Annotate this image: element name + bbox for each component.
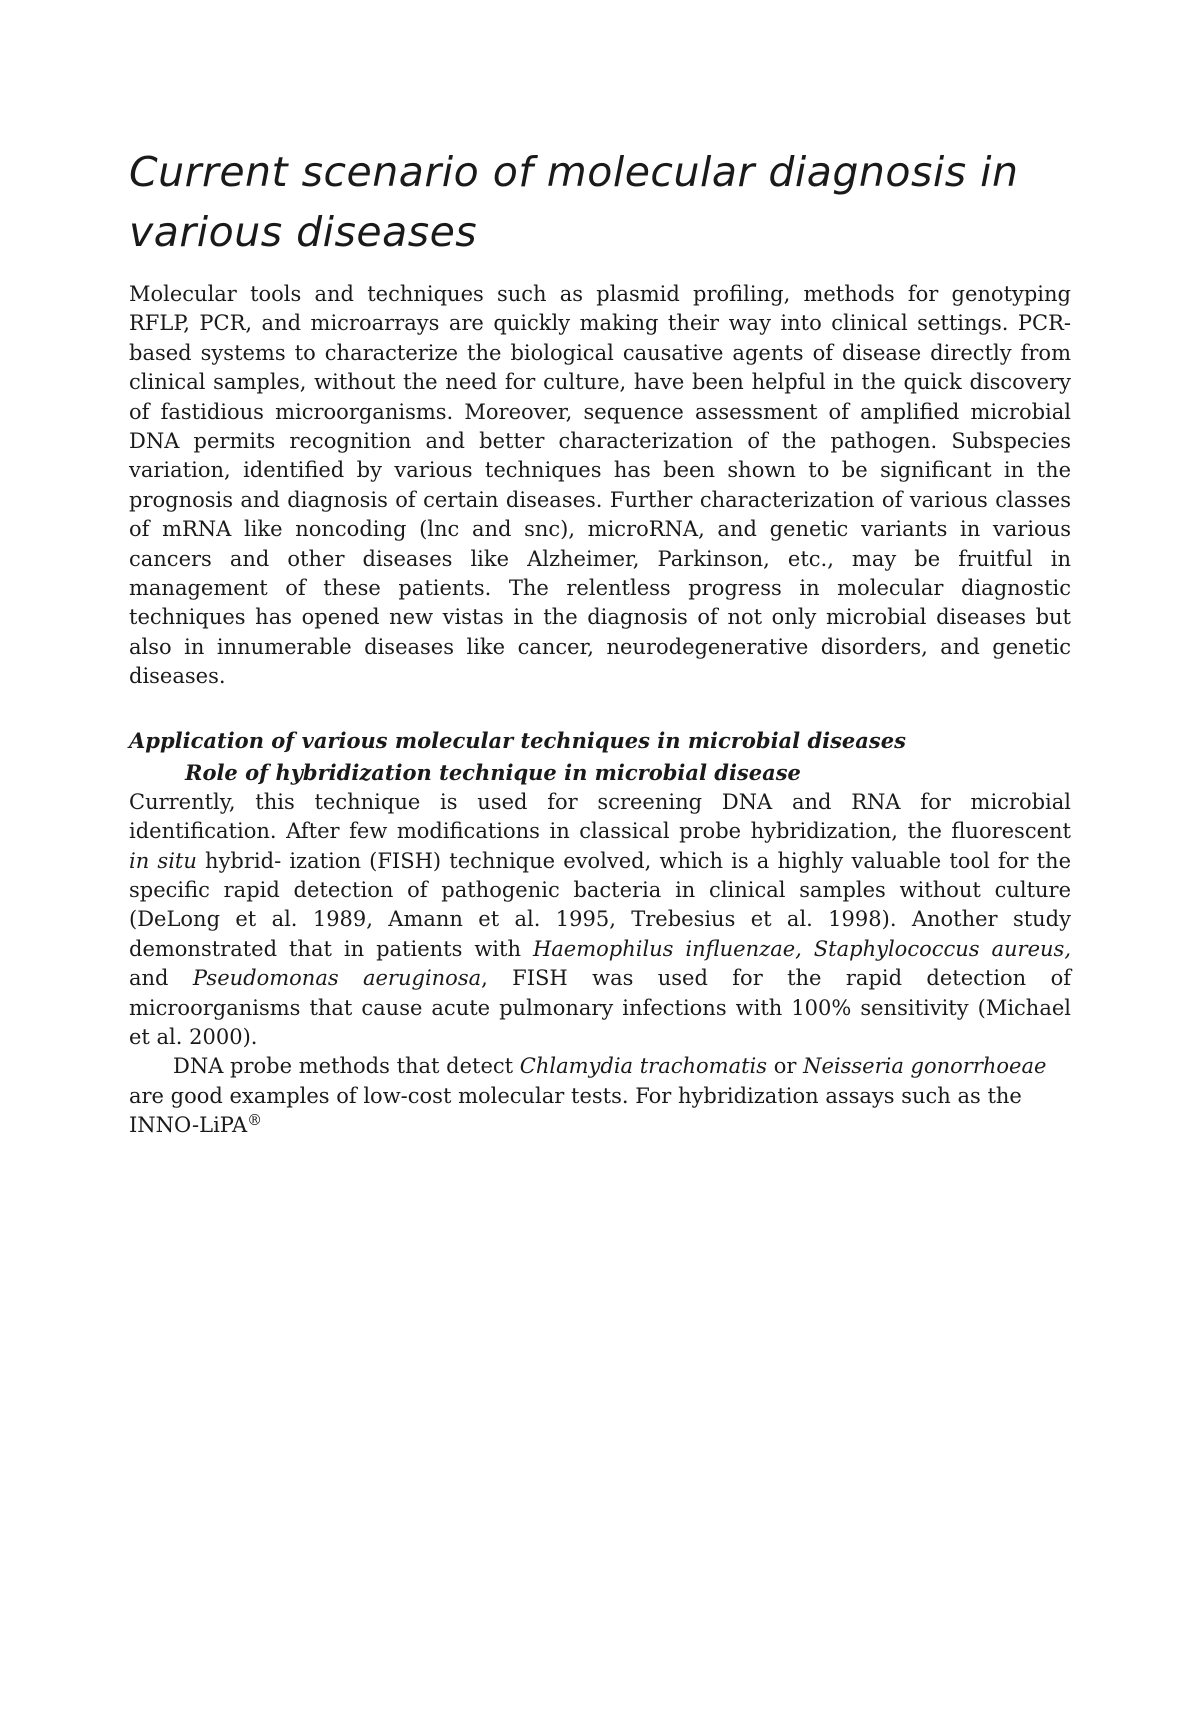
section-heading: Application of various molecular techniques in microbial diseases xyxy=(129,727,906,753)
text-run: , FISH was used for the rapid detection of microorganisms that cause acute pulmonary infections with 100% sensitivity (Michael et al. 2000). xyxy=(129,966,1071,1049)
text-run: and xyxy=(129,966,193,991)
registered-mark: ® xyxy=(247,1111,263,1130)
text-run: are good examples of low-cost molecular tests. For hybridization assays such as the INNO-LiPA xyxy=(129,1083,1022,1138)
sub-heading: Role of hybridization technique in microbial disease xyxy=(185,759,801,785)
text-run: or xyxy=(767,1054,804,1079)
page-content xyxy=(129,142,1071,1141)
chapter-title: Current scenario of molecular diagnosis in various diseases xyxy=(129,148,1019,256)
text-run: hybrid- ization (FISH) technique evolved, which is a highly valuable tool for the specific rapid detection of pathogenic bacteria in clinical samples without culture (DeLong et al. 1989, Amann et al. 1995, Trebesius et al. 1998). Another study demonstrated that in patients with xyxy=(129,848,1071,961)
italic-term: in situ xyxy=(129,848,197,873)
species-name: Chlamydia trachomatis xyxy=(519,1054,768,1079)
text-run: Currently, this technique is used for screening DNA and RNA for microbial identification. After few modifications in classical probe hybridization, the fluorescent xyxy=(129,789,1071,844)
species-name: Haemophilus influenzae, Staphylococcus aureus, xyxy=(532,936,1071,961)
hybridization-paragraph xyxy=(129,788,1071,1053)
text-run: DNA probe methods that detect xyxy=(173,1054,520,1079)
species-name: Pseudomonas aeruginosa xyxy=(192,966,482,991)
species-name: Neisseria gonorrhoeae xyxy=(803,1054,1047,1079)
dna-probe-paragraph xyxy=(129,1052,1071,1140)
intro-paragraph: Molecular tools and techniques such as plasmid profiling, methods for genotyping RFLP, PCR, and microarrays are quickly making their way into clinical settings. PCR-based systems to characterize the biological causative agents of disease directly from clinical samples, without the need for culture, have been helpful in the quick discovery of fastidious microorganisms. Moreover, sequence assessment of amplified microbial DNA permits recognition and better characterization of the pathogen. Subspecies variation, identified by various techniques has been shown to be significant in the prognosis and diagnosis of certain diseases. Further characterization of various classes of mRNA like noncoding (lnc and snc), microRNA, and genetic variants in various cancers and other diseases like Alzheimer, Parkinson, etc., may be fruitful in management of these patients. The relentless progress in molecular diagnostic techniques has opened new vistas in the diagnosis of not only microbial diseases but also in innumerable diseases like cancer, neurodegenerative disorders, and genetic diseases. xyxy=(129,282,1071,689)
